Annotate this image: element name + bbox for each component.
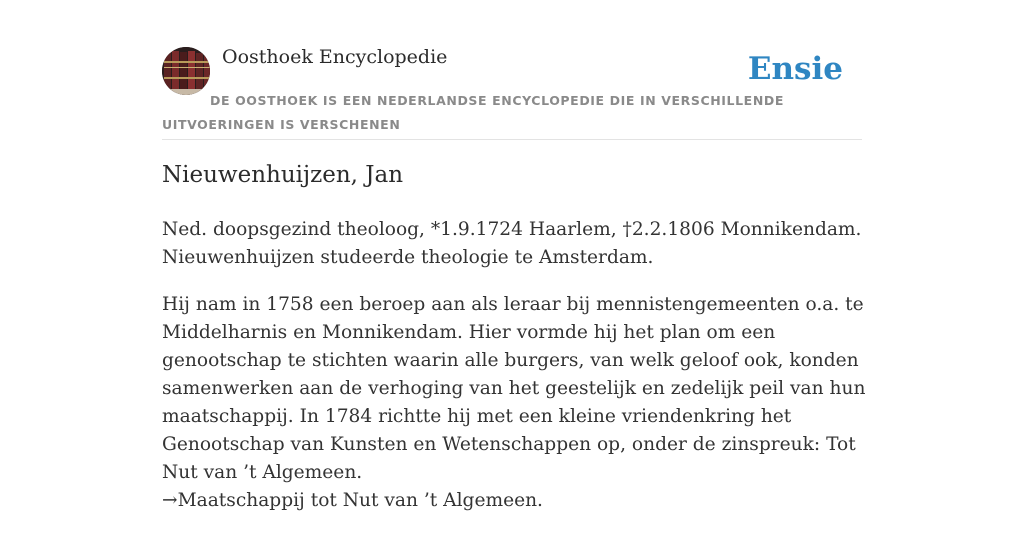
article-paragraph-1: Ned. doopsgezind theoloog, *1.9.1724 Haarlem, †2.2.1806 Monnikendam. Nieuwenhuijzen studeerde theologie te Amsterdam. — [162, 219, 862, 268]
brand-logo[interactable]: Ensie — [747, 51, 843, 87]
article-paragraph-2 — [162, 291, 872, 515]
article-paragraph-2-text: Hij nam in 1758 een beroep aan als leraar bij mennistengemeenten o.a. te Middelharnis en Monnikendam. Hier vormde hij het plan om een genootschap te stichten waarin alle burgers, van welk geloof ook, konden samenwerken aan de verhoging van het geestelijk en zedelijk peil van hun maatschappij. In 1784 richtte hij met een kleine vriendenkring het Genootschap van Kunsten en Wetenschappen op, onder de zinspreuk: Tot Nut van ’t Algemeen. — [162, 294, 866, 483]
related-article-link[interactable] — [162, 490, 543, 511]
header-divider — [162, 139, 862, 140]
site-name[interactable]: Oosthoek Encyclopedie — [222, 46, 448, 68]
arrow-right-icon: → — [162, 490, 178, 511]
article-title: Nieuwenhuijzen, Jan — [162, 162, 404, 188]
encyclopedia-books-icon — [162, 47, 210, 95]
site-tagline: DE OOSTHOEK IS EEN NEDERLANDSE ENCYCLOPEDIE DIE IN VERSCHILLENDE UITVOERINGEN IS VERSCHENEN — [162, 93, 784, 132]
avatar[interactable] — [162, 47, 210, 95]
article-body — [162, 216, 872, 534]
related-article-link-label: Maatschappij tot Nut van ’t Algemeen. — [177, 490, 543, 511]
